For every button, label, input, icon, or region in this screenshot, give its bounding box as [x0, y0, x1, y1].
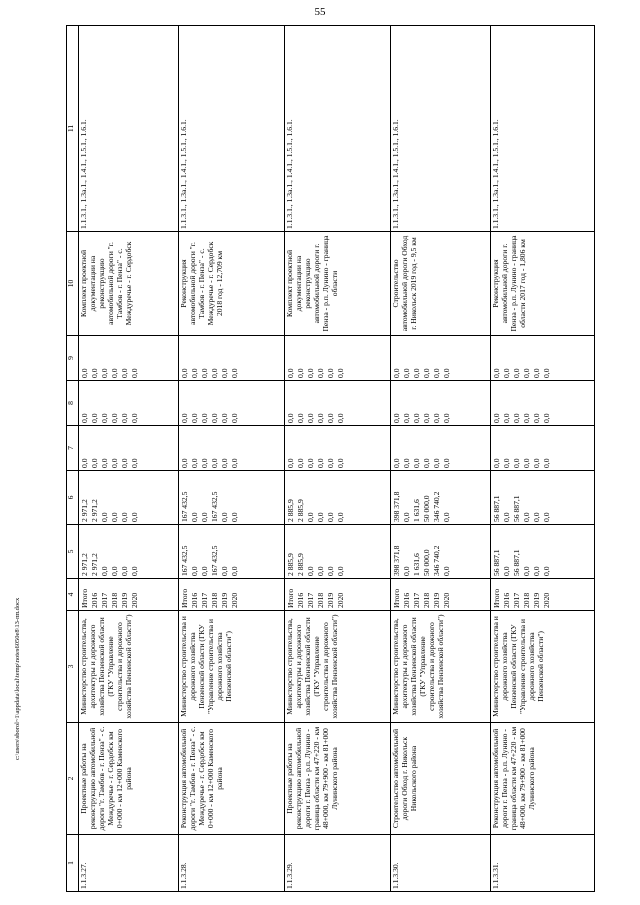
c6-value: 0,0 — [532, 512, 542, 522]
c7-cell — [491, 426, 595, 471]
c9-value: 0,0 — [412, 368, 422, 378]
header-cell: 7 — [67, 426, 79, 471]
c8-value: 0,0 — [492, 413, 501, 423]
years-value: 2016 — [402, 592, 412, 608]
c9-value: 0,0 — [180, 368, 189, 378]
c9-value: 0,0 — [210, 368, 220, 378]
footer-path-container — [14, 160, 28, 760]
c6-value: 0,0 — [120, 512, 130, 522]
c8-value: 0,0 — [296, 413, 306, 423]
c7-value: 0,0 — [432, 458, 442, 468]
c9-value: 0,0 — [190, 368, 200, 378]
header-cell: 11 — [67, 26, 79, 232]
c6-value: 0,0 — [402, 512, 412, 522]
c8-cell — [391, 381, 491, 426]
c9-value: 0,0 — [286, 368, 295, 378]
c8-cell — [285, 381, 391, 426]
c5-value: 0,0 — [522, 566, 532, 576]
c5-value: 2 885,9 — [296, 553, 306, 576]
c5-value: 0,0 — [110, 566, 120, 576]
c8-value: 0,0 — [522, 413, 532, 423]
c7-value: 0,0 — [110, 458, 120, 468]
rotated-table-container — [66, 26, 586, 892]
c8-value: 0,0 — [336, 413, 346, 423]
c6-value: 167 432,5 — [180, 491, 189, 522]
row-number-cell: 1.1.3.30. — [391, 835, 491, 892]
responsible-org-cell: Министерство строительства и дорожного хозяйства Пензенской области (ГКУ "Управление строительства и дорожного хозяйства Пензенской области") — [179, 611, 285, 723]
c6-value: 0,0 — [100, 512, 110, 522]
years-cell — [491, 579, 595, 611]
c7-value: 0,0 — [336, 458, 346, 468]
c5-value: 2 971,2 — [90, 553, 100, 576]
c5-value: 346 740,2 — [432, 545, 442, 576]
header-cell: 9 — [67, 336, 79, 381]
c6-value: 56 887,1 — [492, 495, 501, 522]
c7-value: 0,0 — [402, 458, 412, 468]
c5-value: 0,0 — [306, 566, 316, 576]
c6-cell — [285, 471, 391, 525]
header-cell: 6 — [67, 471, 79, 525]
c5-value: 0,0 — [442, 566, 452, 576]
years-value: Итого — [286, 588, 295, 608]
c7-value: 0,0 — [100, 458, 110, 468]
c6-cell — [179, 471, 285, 525]
c5-cell — [285, 525, 391, 579]
c5-value: 56 887,1 — [492, 549, 501, 576]
c5-cell — [491, 525, 595, 579]
table-row — [491, 26, 595, 892]
result-cell: Реконструкция автомобильной дороги г. Пенза - р.п. Лунино - граница области 2017 год - 1,806 км — [491, 232, 595, 336]
years-value: 2017 — [512, 592, 522, 608]
c8-value: 0,0 — [442, 413, 452, 423]
c7-value: 0,0 — [326, 458, 336, 468]
c8-cell — [179, 381, 285, 426]
c7-value: 0,0 — [502, 458, 512, 468]
event-name-cell: Строительство автомобильной дороги Обход г. Никольск Никольского района — [391, 723, 491, 835]
years-value: 2017 — [412, 592, 422, 608]
c9-value: 0,0 — [120, 368, 130, 378]
result-cell: Комплект проектной документации на реконструкцию автомобильной дороги г. Пенза - р.п. Лунино - граница области — [285, 232, 391, 336]
c7-value: 0,0 — [306, 458, 316, 468]
c6-value: 2 971,2 — [80, 499, 89, 522]
years-value: Итого — [392, 588, 401, 608]
c5-value: 167 432,5 — [210, 545, 220, 576]
c6-cell — [491, 471, 595, 525]
c5-value: 0,0 — [402, 566, 412, 576]
years-cell — [391, 579, 491, 611]
years-value: Итого — [492, 588, 501, 608]
result-cell: Строительство автомобильной дороги Обход г. Никольск 2019 год - 9,5 км — [391, 232, 491, 336]
c7-value: 0,0 — [296, 458, 306, 468]
years-cell — [79, 579, 179, 611]
c5-value: 2 885,9 — [286, 553, 295, 576]
c7-cell — [391, 426, 491, 471]
years-value: 2017 — [200, 592, 210, 608]
c8-value: 0,0 — [432, 413, 442, 423]
header-cell: 1 — [67, 835, 79, 892]
c6-value: 0,0 — [190, 512, 200, 522]
c8-value: 0,0 — [532, 413, 542, 423]
result-cell: Комплект проектной документации на реконструкцию автомобильной дороги "г. Тамбов - г. Пенза" - с. Междуречье - г. Сердобск — [79, 232, 179, 336]
c6-value: 50 000,0 — [422, 495, 432, 522]
c5-cell — [179, 525, 285, 579]
c5-value: 0,0 — [130, 566, 140, 576]
responsible-org-cell: Министерство строительства, архитектуры и дорожного хозяйства Пензенской области (ГКУ "Управление строительства и дорожного хозяйства Пензенской области") — [285, 611, 391, 723]
years-value: 2019 — [220, 592, 230, 608]
c8-cell — [79, 381, 179, 426]
event-name-cell: Реконструкция автомобильной дороги г. Пенза - р.п. Лунино - граница области км 47+220 - км 48+000, км 79+900 - км 81+000 Лунинского района — [491, 723, 595, 835]
c6-value: 0,0 — [336, 512, 346, 522]
c7-value: 0,0 — [522, 458, 532, 468]
c6-value: 2 885,9 — [296, 499, 306, 522]
c7-value: 0,0 — [200, 458, 210, 468]
years-value: 2016 — [296, 592, 306, 608]
c6-value: 346 740,2 — [432, 491, 442, 522]
c7-value: 0,0 — [220, 458, 230, 468]
c6-value: 0,0 — [130, 512, 140, 522]
c5-value: 0,0 — [326, 566, 336, 576]
c7-value: 0,0 — [542, 458, 552, 468]
c6-value: 0,0 — [522, 512, 532, 522]
c7-cell — [285, 426, 391, 471]
c8-value: 0,0 — [90, 413, 100, 423]
c9-value: 0,0 — [392, 368, 401, 378]
c9-cell — [491, 336, 595, 381]
c7-value: 0,0 — [512, 458, 522, 468]
c8-value: 0,0 — [392, 413, 401, 423]
c9-cell — [391, 336, 491, 381]
program-table — [66, 25, 595, 892]
c7-cell — [179, 426, 285, 471]
c8-value: 0,0 — [230, 413, 240, 423]
c9-value: 0,0 — [100, 368, 110, 378]
c9-value: 0,0 — [130, 368, 140, 378]
c5-value: 56 887,1 — [512, 549, 522, 576]
header-cell: 4 — [67, 579, 79, 611]
years-value: 2019 — [532, 592, 542, 608]
header-cell: 10 — [67, 232, 79, 336]
goal-indicators-cell: 1.1.3.1., 1.3а.1., 1.4.1., 1.5.1., 1.6.1. — [179, 26, 285, 232]
c8-value: 0,0 — [190, 413, 200, 423]
header-cell: 2 — [67, 723, 79, 835]
c6-value: 0,0 — [442, 512, 452, 522]
c6-value: 2 971,2 — [90, 499, 100, 522]
c9-value: 0,0 — [542, 368, 552, 378]
row-number-cell: 1.1.3.28. — [179, 835, 285, 892]
c5-value: 1 631,6 — [412, 553, 422, 576]
header-cell: 3 — [67, 611, 79, 723]
c8-value: 0,0 — [120, 413, 130, 423]
c9-value: 0,0 — [512, 368, 522, 378]
c5-value: 0,0 — [100, 566, 110, 576]
table-row — [285, 26, 391, 892]
years-value: 2019 — [120, 592, 130, 608]
c8-value: 0,0 — [100, 413, 110, 423]
c5-cell — [79, 525, 179, 579]
c6-value: 2 885,9 — [286, 499, 295, 522]
c9-value: 0,0 — [316, 368, 326, 378]
years-value: 2016 — [502, 592, 512, 608]
c7-value: 0,0 — [532, 458, 542, 468]
c8-value: 0,0 — [80, 413, 89, 423]
c8-value: 0,0 — [402, 413, 412, 423]
c9-value: 0,0 — [220, 368, 230, 378]
years-value: Итого — [80, 588, 89, 608]
years-value: 2018 — [316, 592, 326, 608]
c9-value: 0,0 — [442, 368, 452, 378]
row-number-cell: 1.1.3.29. — [285, 835, 391, 892]
header-row — [67, 26, 79, 892]
c8-value: 0,0 — [326, 413, 336, 423]
c5-value: 0,0 — [190, 566, 200, 576]
c5-value: 0,0 — [230, 566, 240, 576]
c5-value: 0,0 — [120, 566, 130, 576]
table-body — [79, 26, 595, 892]
header-cell: 5 — [67, 525, 79, 579]
c5-value: 0,0 — [200, 566, 210, 576]
c9-value: 0,0 — [306, 368, 316, 378]
result-cell: Реконструкция автомобильной дороги "г. Тамбов - г. Пенза" - с. Междуречье - г. Сердобск 2018 год - 12,709 км — [179, 232, 285, 336]
c7-value: 0,0 — [286, 458, 295, 468]
years-value: 2020 — [230, 592, 240, 608]
c8-value: 0,0 — [180, 413, 189, 423]
years-value: 2018 — [522, 592, 532, 608]
c6-cell — [391, 471, 491, 525]
c8-value: 0,0 — [412, 413, 422, 423]
c7-value: 0,0 — [80, 458, 89, 468]
c9-cell — [79, 336, 179, 381]
c7-value: 0,0 — [412, 458, 422, 468]
c8-value: 0,0 — [316, 413, 326, 423]
c8-value: 0,0 — [130, 413, 140, 423]
years-value: 2017 — [306, 592, 316, 608]
c7-value: 0,0 — [392, 458, 401, 468]
years-cell — [285, 579, 391, 611]
c5-value: 0,0 — [542, 566, 552, 576]
years-value: 2019 — [326, 592, 336, 608]
c9-value: 0,0 — [80, 368, 89, 378]
c8-value: 0,0 — [210, 413, 220, 423]
c7-value: 0,0 — [492, 458, 501, 468]
c9-cell — [179, 336, 285, 381]
c7-value: 0,0 — [190, 458, 200, 468]
years-value: 2020 — [336, 592, 346, 608]
c8-value: 0,0 — [110, 413, 120, 423]
years-value: Итого — [180, 588, 189, 608]
c9-value: 0,0 — [230, 368, 240, 378]
table-row — [179, 26, 285, 892]
c7-value: 0,0 — [130, 458, 140, 468]
goal-indicators-cell: 1.1.3.1., 1.3а.1., 1.4.1., 1.5.1., 1.6.1. — [491, 26, 595, 232]
c8-value: 0,0 — [422, 413, 432, 423]
responsible-org-cell: Министерство строительства, архитектуры и дорожного хозяйства Пензенской области (ГКУ "Управление строительства и дорожного хозяйства Пензенской области") — [391, 611, 491, 723]
years-value: 2020 — [442, 592, 452, 608]
c7-value: 0,0 — [442, 458, 452, 468]
c9-value: 0,0 — [522, 368, 532, 378]
c8-value: 0,0 — [542, 413, 552, 423]
table-row — [79, 26, 179, 892]
c5-value: 0,0 — [336, 566, 346, 576]
header-cell: 8 — [67, 381, 79, 426]
c5-value: 398 371,8 — [392, 545, 401, 576]
c6-value: 1 631,6 — [412, 499, 422, 522]
c8-value: 0,0 — [306, 413, 316, 423]
years-value: 2018 — [110, 592, 120, 608]
years-value: 2017 — [100, 592, 110, 608]
c5-value: 0,0 — [220, 566, 230, 576]
years-value: 2018 — [422, 592, 432, 608]
years-value: 2018 — [210, 592, 220, 608]
c8-value: 0,0 — [512, 413, 522, 423]
c9-value: 0,0 — [296, 368, 306, 378]
c7-value: 0,0 — [422, 458, 432, 468]
page-number: 55 — [314, 6, 326, 18]
goal-indicators-cell: 1.1.3.1., 1.3а.1., 1.4.1., 1.5.1., 1.6.1. — [285, 26, 391, 232]
c6-value: 398 371,8 — [392, 491, 401, 522]
c6-value: 56 887,1 — [512, 495, 522, 522]
goal-indicators-cell: 1.1.3.1., 1.3а.1., 1.4.1., 1.5.1., 1.6.1. — [391, 26, 491, 232]
c9-value: 0,0 — [492, 368, 501, 378]
responsible-org-cell: Министерство строительства, архитектуры и дорожного хозяйства Пензенской области (ГКУ "Управление строительства и дорожного хозяйства Пензенской области") — [79, 611, 179, 723]
c8-value: 0,0 — [286, 413, 295, 423]
years-value: 2020 — [542, 592, 552, 608]
c6-value: 0,0 — [220, 512, 230, 522]
c7-value: 0,0 — [210, 458, 220, 468]
c9-value: 0,0 — [200, 368, 210, 378]
c8-cell — [491, 381, 595, 426]
c5-value: 0,0 — [316, 566, 326, 576]
c5-value: 0,0 — [502, 566, 512, 576]
c5-value: 0,0 — [532, 566, 542, 576]
c9-value: 0,0 — [432, 368, 442, 378]
c6-value: 0,0 — [230, 512, 240, 522]
c9-value: 0,0 — [326, 368, 336, 378]
c6-value: 167 432,5 — [210, 491, 220, 522]
c8-value: 0,0 — [200, 413, 210, 423]
c6-value: 0,0 — [306, 512, 316, 522]
c7-value: 0,0 — [316, 458, 326, 468]
footer-path: c:\users\sborol~1\appdata\local\temp\notes6050e8\13-пп.docx — [14, 597, 21, 760]
c6-value: 0,0 — [502, 512, 512, 522]
c9-value: 0,0 — [336, 368, 346, 378]
c8-value: 0,0 — [502, 413, 512, 423]
c9-cell — [285, 336, 391, 381]
c6-value: 0,0 — [326, 512, 336, 522]
c9-value: 0,0 — [502, 368, 512, 378]
years-value: 2019 — [432, 592, 442, 608]
row-number-cell: 1.1.3.27. — [79, 835, 179, 892]
c9-value: 0,0 — [422, 368, 432, 378]
c9-value: 0,0 — [402, 368, 412, 378]
goal-indicators-cell: 1.1.3.1., 1.3а.1., 1.4.1., 1.5.1., 1.6.1. — [79, 26, 179, 232]
c6-value: 0,0 — [110, 512, 120, 522]
years-cell — [179, 579, 285, 611]
c7-value: 0,0 — [120, 458, 130, 468]
c5-value: 50 000,0 — [422, 549, 432, 576]
row-number-cell: 1.1.3.31. — [491, 835, 595, 892]
c6-value: 0,0 — [200, 512, 210, 522]
event-name-cell: Проектные работы на реконструкцию автомобильной дороги "г. Тамбов - г. Пенза" - с. Междуречье - г. Сердобск км 0+000 - км 12+000 Каменского района — [79, 723, 179, 835]
c5-value: 167 432,5 — [180, 545, 189, 576]
years-value: 2016 — [190, 592, 200, 608]
table-row — [391, 26, 491, 892]
event-name-cell: Реконструкция автомобильной дороги "г. Тамбов - г. Пенза" - с. Междуречье - г. Сердобск км 0+000 - км 12+000 Каменского района — [179, 723, 285, 835]
c7-value: 0,0 — [180, 458, 189, 468]
c5-cell — [391, 525, 491, 579]
years-value: 2020 — [130, 592, 140, 608]
c6-value: 0,0 — [316, 512, 326, 522]
c6-cell — [79, 471, 179, 525]
c5-value: 2 971,2 — [80, 553, 89, 576]
c6-value: 0,0 — [542, 512, 552, 522]
c7-cell — [79, 426, 179, 471]
c9-value: 0,0 — [90, 368, 100, 378]
c7-value: 0,0 — [90, 458, 100, 468]
c7-value: 0,0 — [230, 458, 240, 468]
c9-value: 0,0 — [110, 368, 120, 378]
responsible-org-cell: Министерство строительства и дорожного хозяйства Пензенской области (ГКУ "Управление строительства и дорожного хозяйства Пензенской области") — [491, 611, 595, 723]
event-name-cell: Проектные работы на реконструкцию автомобильной дороги г. Пенза - р.п. Лунино - граница области км 47+220 - км 48+000, км 79+900 - км 81+000 Лунинского района — [285, 723, 391, 835]
years-value: 2016 — [90, 592, 100, 608]
c8-value: 0,0 — [220, 413, 230, 423]
c9-value: 0,0 — [532, 368, 542, 378]
